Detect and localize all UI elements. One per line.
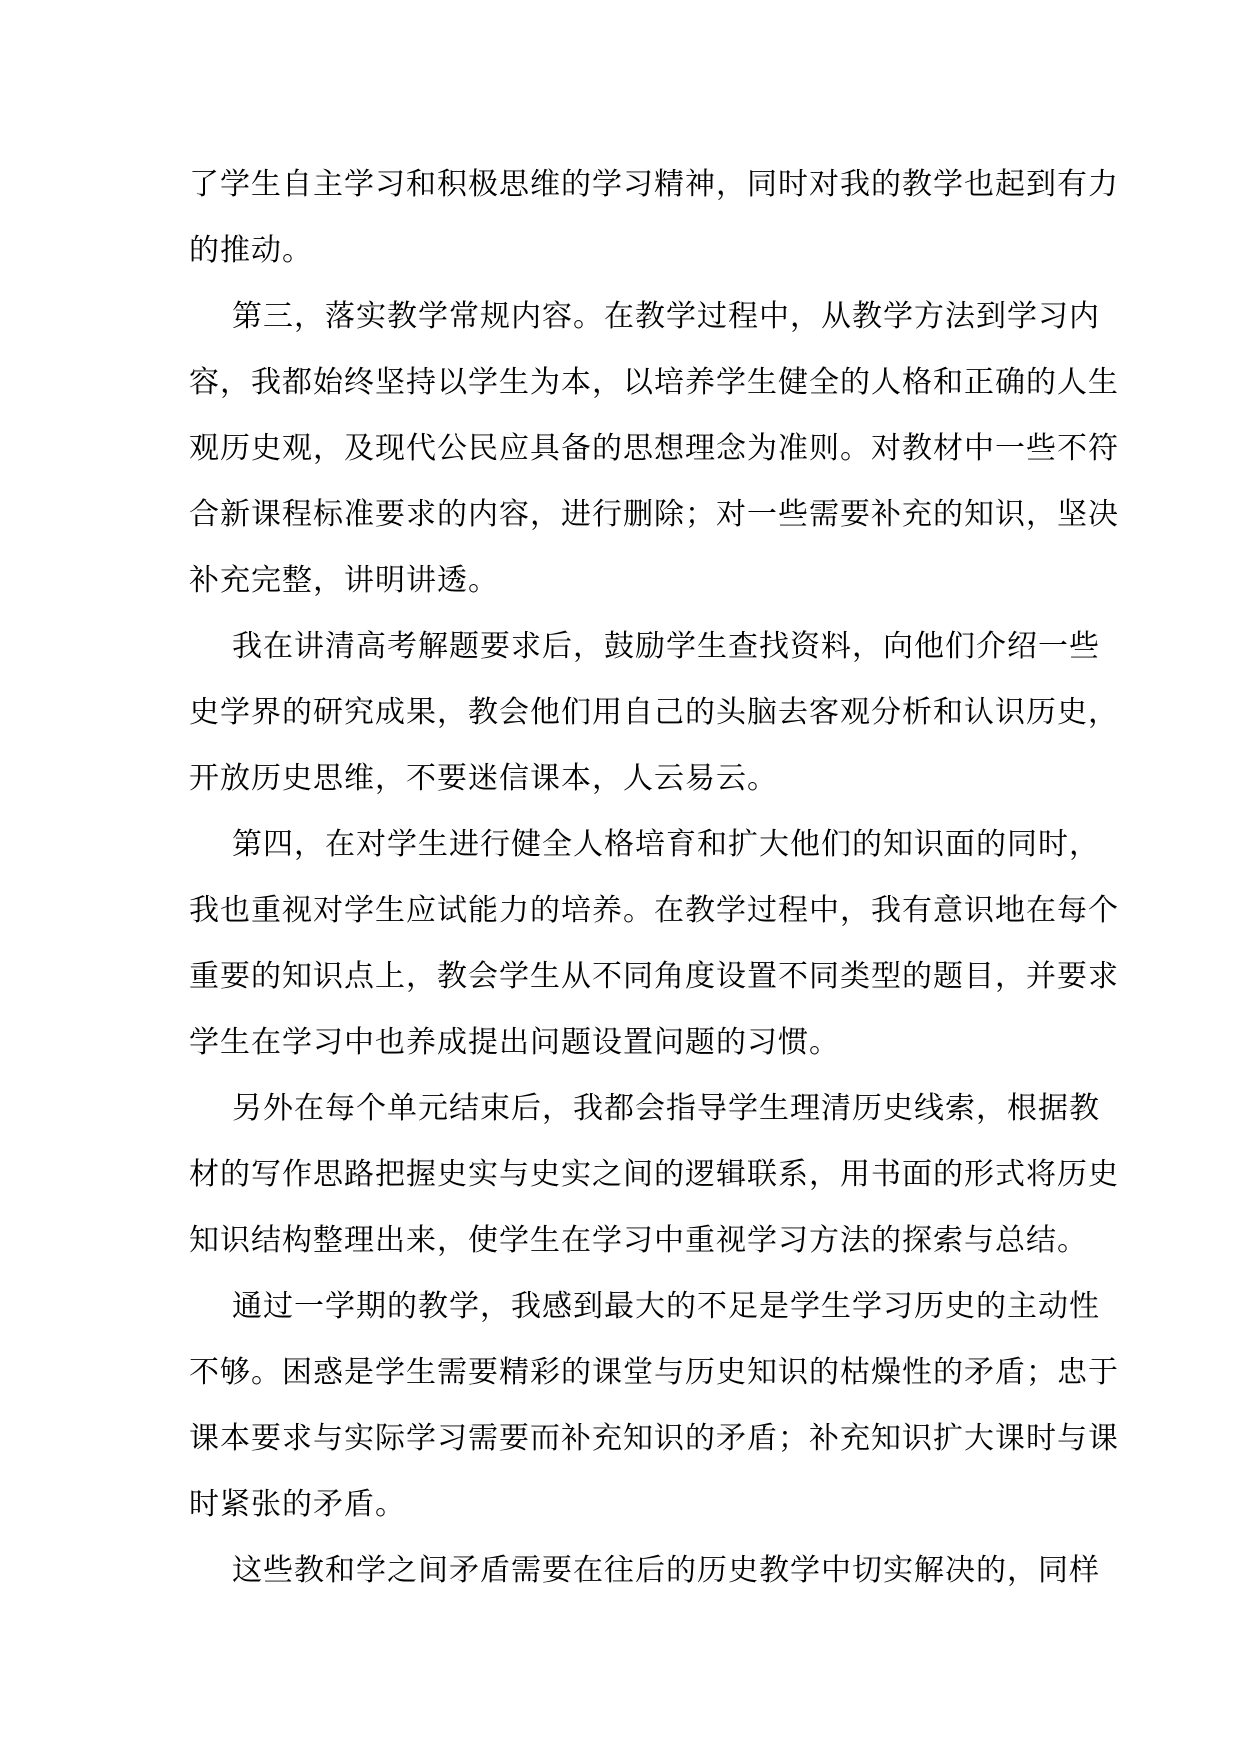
- paragraph-6-line-2: 不够。困惑是学生需要精彩的课堂与历史知识的枯燥性的矛盾；忠于: [189, 1355, 1119, 1390]
- paragraph-3-line-2: 史学界的研究成果，教会他们用自己的头脑去客观分析和认识历史，: [189, 695, 1119, 730]
- paragraph-2-line-3: 观历史观，及现代公民应具备的思想理念为准则。对教材中一些不符: [189, 431, 1119, 466]
- paragraph-5-line-3: 知识结构整理出来，使学生在学习中重视学习方法的探索与总结。: [189, 1223, 1088, 1258]
- paragraph-6-line-4: 时紧张的矛盾。: [189, 1487, 406, 1522]
- paragraph-3-line-3: 开放历史思维，不要迷信课本，人云易云。: [189, 761, 778, 796]
- paragraph-4-line-1: 第四，在对学生进行健全人格培育和扩大他们的知识面的同时，: [232, 827, 1100, 862]
- paragraph-1-line-2: 的推动。: [189, 233, 313, 268]
- paragraph-5-line-2: 材的写作思路把握史实与史实之间的逻辑联系，用书面的形式将历史: [189, 1157, 1119, 1192]
- paragraph-4-line-2: 我也重视对学生应试能力的培养。在教学过程中，我有意识地在每个: [189, 893, 1119, 928]
- paragraph-5-line-1: 另外在每个单元结束后，我都会指导学生理清历史线索，根据教: [232, 1091, 1100, 1126]
- paragraph-3-line-1: 我在讲清高考解题要求后，鼓励学生查找资料，向他们介绍一些: [232, 629, 1100, 664]
- paragraph-4-line-3: 重要的知识点上，教会学生从不同角度设置不同类型的题目，并要求: [189, 959, 1119, 994]
- paragraph-2-line-5: 补充完整，讲明讲透。: [189, 563, 499, 598]
- paragraph-4-line-4: 学生在学习中也养成提出问题设置问题的习惯。: [189, 1025, 840, 1060]
- paragraph-1-line-1: 了学生自主学习和积极思维的学习精神，同时对我的教学也起到有力: [189, 167, 1119, 202]
- paragraph-2-line-4: 合新课程标准要求的内容，进行删除；对一些需要补充的知识，坚决: [189, 497, 1119, 532]
- paragraph-6-line-3: 课本要求与实际学习需要而补充知识的矛盾；补充知识扩大课时与课: [189, 1421, 1119, 1456]
- paragraph-2-line-2: 容，我都始终坚持以学生为本，以培养学生健全的人格和正确的人生: [189, 365, 1119, 400]
- paragraph-2-line-1: 第三，落实教学常规内容。在教学过程中，从教学方法到学习内: [232, 299, 1100, 334]
- document-body: [189, 152, 1119, 1604]
- paragraph-7-line-1: 这些教和学之间矛盾需要在往后的历史教学中切实解决的，同样: [232, 1553, 1100, 1588]
- paragraph-6-line-1: 通过一学期的教学，我感到最大的不足是学生学习历史的主动性: [232, 1289, 1100, 1324]
